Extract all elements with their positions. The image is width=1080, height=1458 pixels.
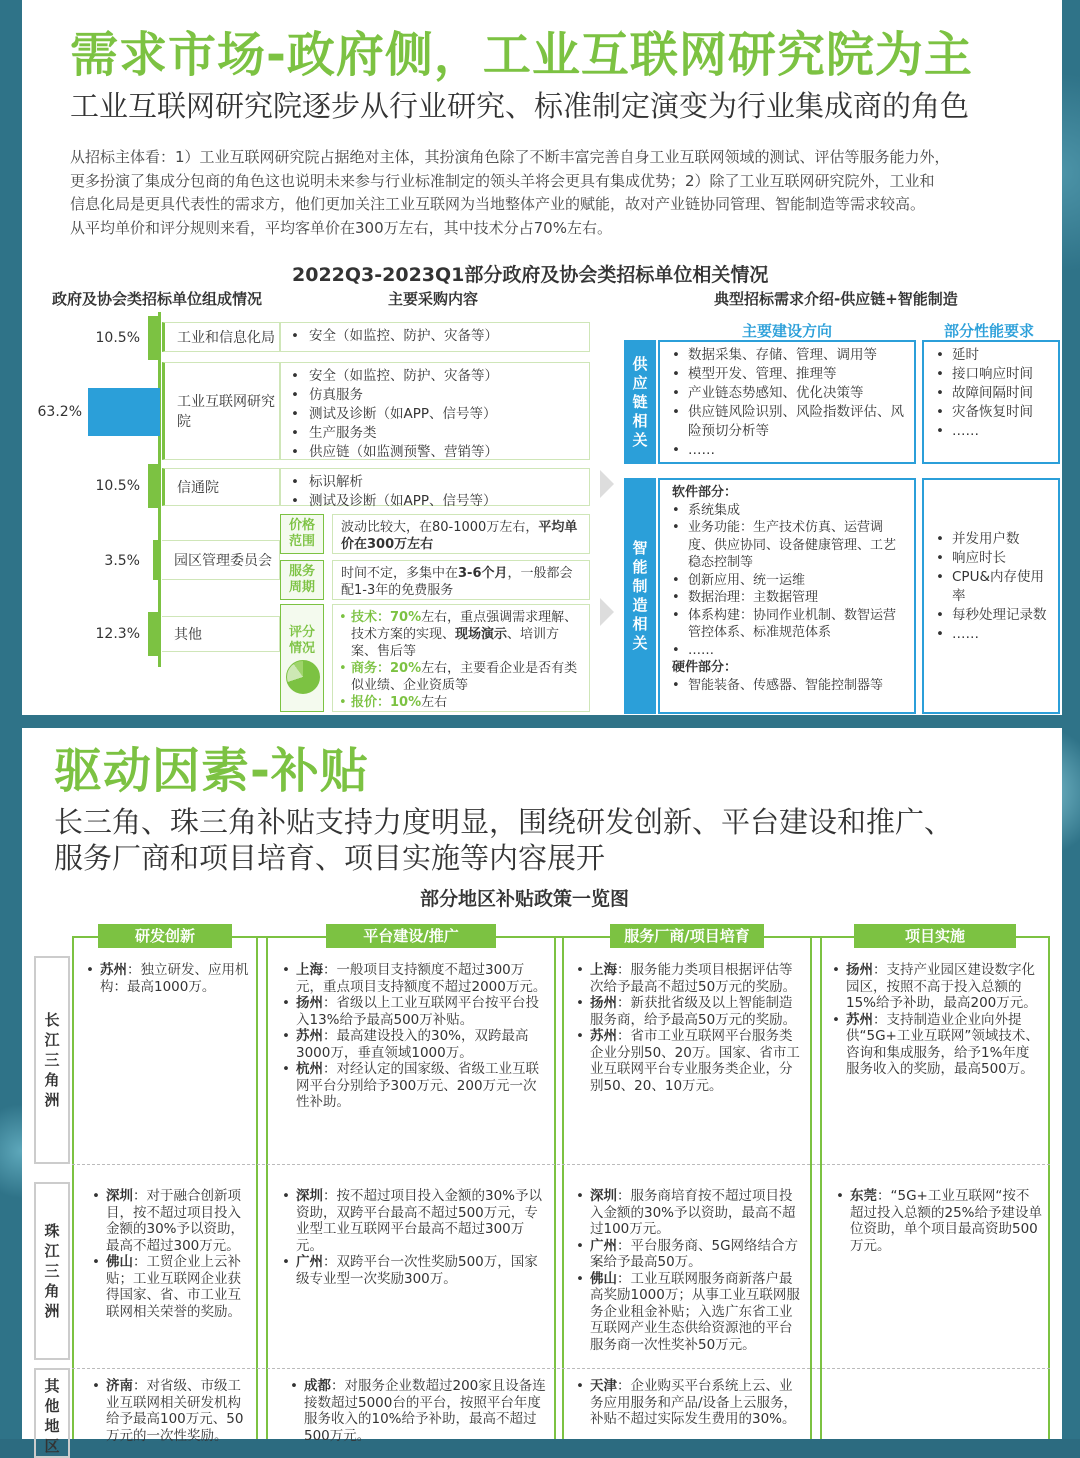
side-char: 智 (632, 539, 648, 557)
cell-pearl-project (832, 1188, 1042, 1254)
policy-text: ：工贸企业上云补贴；工业互联网企业获得国家、省、市工业互联网相关荣誉的奖励。 (106, 1254, 241, 1320)
bar-segment (148, 612, 160, 656)
text-run: 左右，重点强调需求理解、技术方案的实现、 (351, 610, 578, 642)
city-name: 广州 (590, 1237, 617, 1254)
list-item: • 业务功能：生产技术仿真、运营调度、供应协同、设备健康管理、工艺稳态控制等 (666, 519, 908, 572)
list-item: • 响应时长 (930, 549, 1052, 568)
policy-item (278, 1061, 550, 1111)
policy-item (286, 1378, 550, 1444)
policy-item (572, 1028, 804, 1094)
purchase-list (280, 362, 590, 460)
bar-segment (148, 316, 160, 360)
row-name: 其他 (174, 627, 202, 643)
region-pearl (34, 1182, 70, 1360)
side-char: 链 (632, 392, 648, 411)
policy-item (572, 995, 804, 1028)
list-item: • 数据采集、存储、管理、调用等 (666, 346, 908, 365)
policy-text: ：按不超过项目投入金额的30%予以资助，双跨平台最高不超过500万元，专业型工业互联网平台最高不超过300万元。 (296, 1188, 543, 1254)
cell-pearl-platform (278, 1188, 550, 1287)
row-name-box (162, 468, 280, 506)
city-name: 天津 (590, 1378, 617, 1394)
city-name: 杭州 (296, 1061, 323, 1077)
col-head-left: 政府及协会类招标单位组成情况 (52, 290, 263, 308)
list-item: • 安全（如监控、防护、灾备等） (281, 367, 589, 386)
list-item: • 测试及诊断（如APP、信号等） (281, 492, 589, 511)
region-char: 角 (44, 1282, 60, 1300)
row-name-box (162, 362, 280, 460)
col-head-mid: 主要采购内容 (388, 290, 479, 308)
list-item: • 每秒处理记录数 (930, 606, 1052, 625)
cell-other-service (572, 1378, 804, 1428)
slide2-subtitle-line2: 服务厂商和项目培育、项目实施等内容展开 (54, 841, 606, 875)
policy-text: ：服务能力类项目根据评估等次给予最高不超过50万元的奖励。 (590, 962, 797, 995)
policy-text: ：“5G+工业互联网“按不超过投入总额的25%给予建设单位资助，单个项目最高资助500万元。 (850, 1188, 1043, 1254)
label-line: 评分 (288, 625, 315, 640)
text-run: 左右 (421, 695, 448, 710)
pct-label: 10.5% (95, 330, 140, 346)
bar-segment (148, 464, 160, 508)
text-run-bold: 3-6个月 (458, 566, 508, 581)
para-line: 更多扮演了集成分包商的角色这也说明未来参与行业标准制定的领头羊将会更具有集成优势；2）除了工业互联网研究院外，工业和 (70, 171, 935, 190)
label-line: 范围 (288, 534, 315, 549)
list-item: • 供应链（如监测预警、营销等） (281, 443, 589, 462)
policy-item (88, 1378, 250, 1444)
tab-service: 服务厂商/项目培育 (610, 924, 764, 948)
smart-manufacturing-performance (922, 478, 1060, 714)
region-char: 三 (44, 1051, 60, 1069)
policy-text: ：企业购买平台系统上云、业务应用服务和产品/设备上云服务，补贴不超过实际发生费用的30%。 (590, 1378, 798, 1427)
list-item: • 智能装备、传感器、智能控制器等 (666, 677, 908, 695)
policy-text: ：服务商培育按不超过项目投入金额的30%予以资助，最高不超过100万元。 (590, 1188, 796, 1237)
para-line: 信息化局是更具代表性的需求方，他们更加关注工业互联网为当地整体产业的赋能，故对产业链协同管理、智能制造等需求较高。 (70, 195, 926, 213)
slide-subsidy-drivers (22, 728, 1062, 1455)
city-name: 广州 (296, 1254, 323, 1270)
row-name: 园区管理委员会 (174, 553, 272, 569)
list-item: • 延时 (930, 346, 1052, 365)
scoring-text (332, 604, 590, 712)
pct-label: 12.3% (95, 626, 140, 642)
price-range-label (280, 514, 324, 554)
policy-item (278, 995, 550, 1028)
cell-pearl-service (572, 1188, 804, 1353)
city-name: 深圳 (106, 1188, 133, 1204)
side-char: 能 (632, 558, 648, 576)
slide1-paragraph (70, 146, 1045, 240)
city-name: 扬州 (846, 962, 873, 978)
policy-item (278, 1188, 550, 1254)
purchase-list (280, 322, 590, 352)
label-line: 服务 (288, 564, 315, 579)
city-name: 苏州 (590, 1028, 617, 1044)
list-item: • 系统集成 (666, 502, 908, 520)
city-name: 深圳 (590, 1188, 617, 1204)
text-run: 时间不定，多集中在 (341, 566, 459, 581)
policy-text: ：双跨平台一次性奖励500万，国家级专业型一次奖励300万。 (296, 1254, 538, 1287)
region-char: 长 (44, 1011, 60, 1029)
list-item: • 模型开发、管理、推理等 (666, 365, 908, 384)
label-line: 周期 (288, 580, 315, 595)
bar-segment (153, 540, 160, 580)
tab-rnd: 研发创新 (98, 924, 232, 948)
list-item: • 安全（如监控、防护、灾备等） (281, 327, 589, 346)
list-item: • 接口响应时间 (930, 365, 1052, 384)
region-char: 洲 (44, 1302, 60, 1320)
row-name-box (162, 616, 280, 652)
price-range-text (332, 514, 590, 554)
region-char: 角 (44, 1071, 60, 1089)
row-divider (72, 1368, 1050, 1369)
region-char: 江 (44, 1031, 60, 1049)
cell-other-platform (286, 1378, 550, 1444)
scoring-label (280, 604, 324, 712)
region-char: 地 (44, 1417, 60, 1435)
performance-head: 部分性能要求 (944, 322, 1035, 340)
side-char: 制 (632, 577, 648, 595)
text-run: ，一般都会配1-3年的免费服务 (341, 566, 573, 598)
region-char: 江 (44, 1242, 60, 1260)
policy-item (278, 1028, 550, 1061)
policy-item (572, 1271, 804, 1354)
supply-chain-performance (922, 340, 1060, 464)
table-title: 部分地区补贴政策一览图 (420, 888, 630, 910)
row-name-box (162, 322, 280, 352)
slide1-subtitle: 工业互联网研究院逐步从行业研究、标准制定演变为行业集成商的角色 (70, 89, 970, 123)
list-item: • …… (930, 422, 1052, 441)
row-name: 信通院 (177, 480, 219, 496)
row-name: 工业互联网研究院 (177, 394, 275, 430)
pct-label: 10.5% (95, 478, 140, 494)
cell-other-rnd (88, 1378, 250, 1444)
list-item: • 体系构建：协同作业机制、数智运营管控体系、标准规范体系 (666, 607, 908, 642)
policy-text: ：工业互联网服务商新落户最高奖励1000万；从事工业互联网服务企业租金补贴；入选广东省工业互联网产业生态供给资源池的平台服务商一次性奖补50万元。 (590, 1270, 800, 1353)
city-name: 苏州 (846, 1011, 873, 1028)
city-name: 扬州 (296, 995, 323, 1011)
scoring-pie-icon (286, 660, 320, 694)
policy-text: ：对经认定的国家级、省级工业互联网平台分别给予300万元、200万元一次性补助。 (296, 1061, 539, 1110)
list-item: • …… (930, 625, 1052, 644)
list-item: • 产业链态势感知、优化决策等 (666, 384, 908, 403)
policy-text: ：省市工业互联网平台服务类企业分别50、20万。国家、省市工业互联网平台专业服务类企业，分别50、20、10万元。 (590, 1028, 800, 1094)
tab-project: 项目实施 (854, 924, 1016, 948)
region-char: 他 (44, 1397, 60, 1415)
row-divider (72, 1164, 1050, 1165)
label-line: 情况 (288, 641, 315, 656)
side-char: 造 (632, 596, 648, 614)
city-name: 苏州 (296, 1028, 323, 1044)
text-run: 左右，主要看企业是否有类似业绩、企业资质等 (351, 661, 578, 693)
city-name: 成都 (304, 1378, 331, 1394)
text-run-bold: 平均单价在300万左右 (341, 520, 578, 552)
row-name: 工业和信息化局 (177, 330, 275, 346)
pct-label: 3.5% (104, 553, 140, 569)
policy-item (572, 1378, 804, 1428)
policy-item (82, 962, 250, 995)
para-line: 从平均单价和评分规则来看，平均客单价在300万左右，其中技术分占70%左右。 (70, 218, 612, 237)
policy-text: ：支持产业园区建设数字化园区，按照不高于投入总额的15%给予补助，最高200万元。 (846, 962, 1037, 1011)
side-char: 关 (632, 430, 648, 449)
text-run: 、培训方案、售后等 (351, 627, 560, 659)
list-item: • 并发用户数 (930, 530, 1052, 549)
region-char: 三 (44, 1262, 60, 1280)
region-char: 珠 (44, 1222, 60, 1240)
policy-text: ：对服务企业数超过200家且设备连接数超过5000台的平台，按照平台年度服务收入的10%给予补助，最高不超过500万元。 (304, 1378, 546, 1444)
policy-item (572, 1238, 804, 1271)
supply-chain-directions (658, 340, 916, 464)
region-yangtze (34, 956, 70, 1164)
text-run-key: 技术：70% (351, 610, 422, 625)
slide2-title: 驱动因素-补贴 (54, 743, 369, 799)
side-char: 相 (632, 411, 648, 430)
side-char: 相 (632, 615, 648, 633)
list-item: • 仿真服务 (281, 386, 589, 405)
city-name: 东莞 (850, 1188, 877, 1204)
list-item: • 供应链风险识别、风险指数评估、风险预切分析等 (666, 403, 908, 441)
text-run-bold: 现场演示 (455, 627, 508, 642)
label-line: 价格 (288, 518, 315, 533)
policy-item (832, 1188, 1042, 1254)
list-item: • 生产服务类 (281, 424, 589, 443)
list-item: • CPU&内存使用率 (930, 568, 1052, 606)
cell-yangtze-platform (278, 962, 550, 1111)
policy-text: ：一般项目支持额度不超过300万元，重点项目支持额度不超过2000万元。 (296, 962, 547, 995)
list-item: • 测试及诊断（如APP、信号等） (281, 405, 589, 424)
city-name: 苏州 (100, 962, 127, 978)
slide-government-demand (22, 0, 1062, 715)
arrow-right-icon (600, 470, 614, 498)
row-name-box (162, 540, 280, 580)
policy-item (88, 1188, 250, 1254)
tab-platform: 平台建设/推广 (326, 924, 496, 948)
score-item: • 商务：20%左右，主要看企业是否有类似业绩、企业资质等 (339, 661, 578, 693)
list-item: • 数据治理：主数据管理 (666, 589, 908, 607)
policy-text: ：对省级、市级工业互联网相关研发机构给予最高100万元、50万元的一次性奖励。 (106, 1378, 244, 1444)
list-item: • 创新应用、统一运维 (666, 572, 908, 590)
purchase-list (280, 468, 590, 509)
policy-text: ：新获批省级及以上智能制造服务商，给予最高50万元的奖励。 (590, 995, 797, 1028)
score-item: • 技术：70%左右，重点强调需求理解、技术方案的实现、现场演示、培训方案、售后等 (339, 610, 578, 659)
policy-text: ：独立研发、应用机构：最高1000万。 (100, 962, 249, 995)
region-other (34, 1368, 70, 1458)
city-name: 佛山 (590, 1270, 617, 1287)
policy-item (828, 962, 1042, 1012)
arrow-right-icon (600, 598, 614, 626)
policy-item (278, 962, 550, 995)
cell-yangtze-rnd (82, 962, 250, 995)
side-char: 关 (632, 634, 648, 652)
policy-text: ：最高建设投入的30%，双跨最高3000万，垂直领域1000万。 (296, 1028, 529, 1061)
side-char: 供 (632, 354, 648, 373)
policy-item (572, 962, 804, 995)
city-name: 扬州 (590, 995, 617, 1011)
policy-item (278, 1254, 550, 1287)
section-head: 软件部分： (672, 485, 738, 500)
slide1-title: 需求市场-政府侧，工业互联网研究院为主 (70, 27, 973, 83)
list-item: • …… (666, 441, 908, 460)
pct-label: 63.2% (37, 404, 82, 420)
policy-item (88, 1254, 250, 1320)
cell-yangtze-project (828, 962, 1042, 1078)
score-item: • 报价：10%左右 (339, 695, 448, 710)
region-char: 其 (44, 1377, 60, 1395)
supply-chain-side-label (624, 340, 656, 464)
region-char: 区 (44, 1437, 60, 1455)
cell-pearl-rnd (88, 1188, 250, 1320)
smart-manufacturing-side-label (624, 478, 656, 714)
list-item: • 故障间隔时间 (930, 384, 1052, 403)
city-name: 上海 (296, 962, 323, 978)
text-run-key: 报价：10% (351, 695, 422, 710)
col-head-right: 典型招标需求介绍-供应链+智能制造 (714, 290, 958, 308)
policy-item (572, 1188, 804, 1238)
city-name: 深圳 (296, 1188, 323, 1204)
list-item: • 灾备恢复时间 (930, 403, 1052, 422)
smart-manufacturing-directions (658, 478, 916, 714)
text-run: 波动比较大，在80-1000万左右， (341, 520, 539, 535)
para-line: 从招标主体看：1）工业互联网研究院占据绝对主体，其扮演角色除了不断丰富完善自身工业互联网领域的测试、评估等服务能力外， (70, 148, 950, 166)
service-period-text (332, 560, 590, 600)
chart-title: 2022Q3-2023Q1部分政府及协会类招标单位相关情况 (292, 264, 769, 286)
policy-text: ：对于融合创新项目，按不超过项目投入金额的30%予以资助，最高不超过300万元。 (106, 1188, 245, 1254)
policy-text: ：支持制造业企业向外提供“5G+工业互联网”领域技术、咨询和集成服务，给予1%年度服务收入的奖励，最高500万。 (846, 1011, 1039, 1077)
section-head: 硬件部分： (672, 660, 738, 675)
text-run-key: 商务：20% (351, 661, 422, 676)
policy-text: ：平台服务商、5G网络结合方案给予最高50万。 (590, 1237, 799, 1270)
region-char: 洲 (44, 1091, 60, 1109)
side-char: 应 (632, 373, 648, 392)
policy-item (828, 1012, 1042, 1078)
list-item: • …… (666, 642, 908, 660)
bar-segment (88, 388, 160, 436)
cell-yangtze-service (572, 962, 804, 1094)
list-item: • 标识解析 (281, 473, 589, 492)
city-name: 济南 (106, 1378, 133, 1394)
slide2-subtitle-line1: 长三角、珠三角补贴支持力度明显，围绕研发创新、平台建设和推广、 (54, 805, 954, 839)
service-period-label (280, 560, 324, 600)
direction-head: 主要建设方向 (742, 322, 833, 340)
city-name: 佛山 (106, 1254, 133, 1270)
policy-text: ：省级以上工业互联网平台按平台投入13%给予最高500万补贴。 (296, 995, 539, 1028)
city-name: 上海 (590, 962, 617, 978)
